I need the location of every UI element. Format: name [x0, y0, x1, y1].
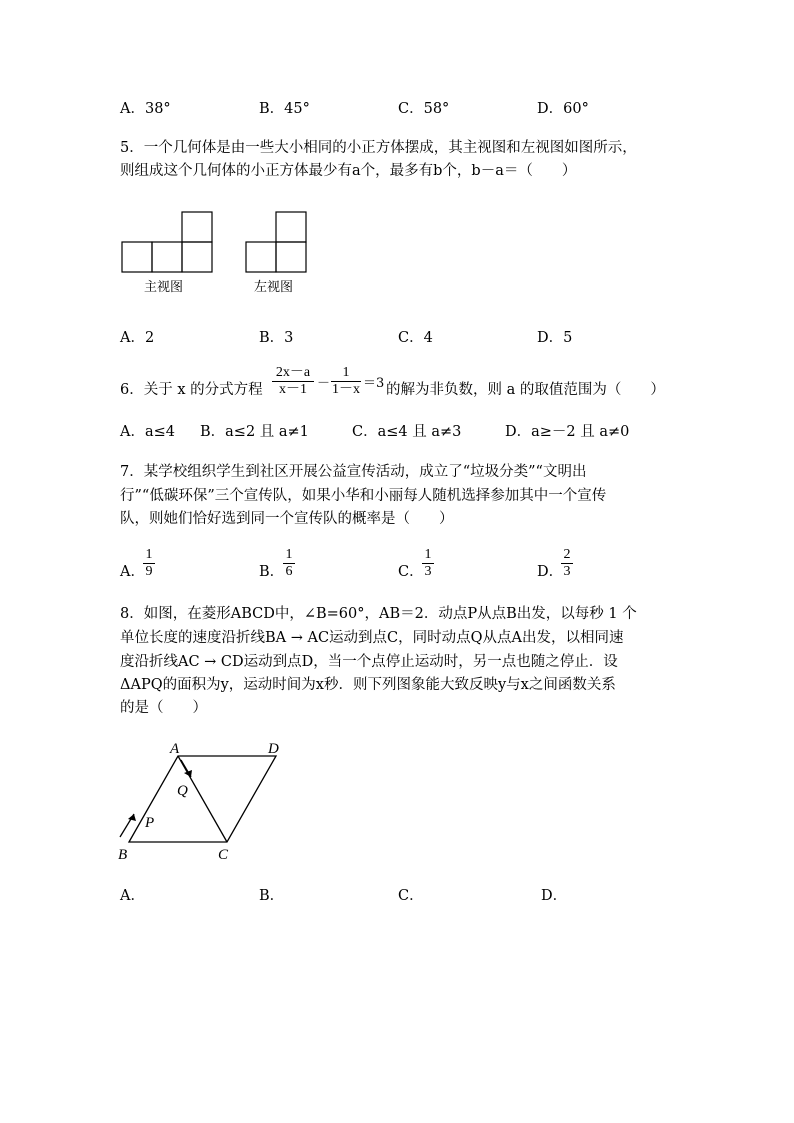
q8-stem-line5: 的是（ ） [120, 700, 207, 716]
q8-option-a: A． [120, 888, 145, 904]
q5-option-a: A．2 [120, 330, 155, 346]
rhombus-figure [110, 735, 300, 865]
q5-stem-line2: 则组成这个几何体的小正方体最少有a个，最多有b个，b－a＝（ ） [120, 163, 577, 179]
q7-d-num: 2 [563, 547, 571, 562]
q6-frac2-denominator: 1－x [332, 382, 360, 397]
left-view-label: 左视图 [254, 280, 294, 295]
q6-option-a: A．a≤4 [120, 424, 175, 440]
q5-option-c: C．4 [398, 330, 433, 346]
q7-option-a-label: A． [120, 564, 145, 580]
q7-c-num: 1 [424, 547, 432, 562]
q7-a-den: 9 [145, 564, 153, 579]
q4-option-d: D．60° [537, 101, 589, 117]
q7-option-b-fraction [283, 548, 295, 579]
q8-stem-line4: ΔAPQ的面积为y，运动时间为x秒．则下列图象能大致反映y与x之间函数关系 [120, 677, 616, 693]
q6-option-c: C．a≤4 且 a≠3 [352, 424, 462, 440]
q6-option-b: B．a≤2 且 a≠1 [200, 424, 309, 440]
front-view [122, 212, 212, 272]
q7-option-b-label: B． [259, 564, 285, 580]
q4-option-b: B．45° [259, 101, 310, 117]
q7-stem-line2: 行”“低碳环保”三个宣传队，如果小华和小丽每人随机选择参加其中一个宣传 [120, 488, 607, 504]
q7-stem-line3: 队，则她们恰好选到同一个宣传队的概率是（ ） [120, 511, 454, 527]
label-d: D [268, 741, 279, 757]
q6-frac2-numerator: 1 [342, 365, 350, 380]
q7-stem-line1: 7．某学校组织学生到社区开展公益宣传活动，成立了“垃圾分类”“文明出 [120, 464, 587, 480]
q6-minus: － [317, 376, 331, 391]
label-q: Q [177, 783, 188, 799]
diagonal-ac [178, 756, 227, 842]
q4-option-c: C．58° [398, 101, 450, 117]
front-view-label: 主视图 [144, 280, 184, 295]
arrow-p-head [128, 814, 136, 821]
q6-option-d: D．a≥－2 且 a≠0 [505, 424, 630, 440]
q8-option-c: C． [398, 888, 424, 904]
q7-option-d-fraction [561, 548, 573, 579]
q6-frac1-numerator: 2x－a [275, 365, 311, 380]
q8-option-b: B． [259, 888, 285, 904]
q7-option-d-label: D． [537, 564, 564, 580]
q6-fraction-2 [331, 366, 361, 397]
label-p: P [145, 815, 155, 831]
q8-stem-line3: 度沿折线AC → CD运动到点D，当一个点停止运动时，另一点也随之停止．设 [120, 654, 618, 670]
q8-stem-line1: 8．如图，在菱形ABCD中，∠B=60°，AB＝2．动点P从点B出发，以每秒 1 个 [120, 606, 637, 622]
q7-option-c-fraction [422, 548, 434, 579]
q5-option-d: D．5 [537, 330, 573, 346]
q4-option-a: A．38° [120, 101, 171, 117]
q8-stem-line2: 单位长度的速度沿折线BA → AC运动到点C，同时动点Q从点A出发，以相同速 [120, 630, 624, 646]
q6-prefix: 6．关于 x 的分式方程 [120, 382, 263, 398]
q5-stem-line1: 5．一个几何体是由一些大小相同的小正方体摆成，其主视图和左视图如图所示， [120, 140, 637, 156]
label-b: B [118, 847, 128, 863]
q6-suffix: 的解为非负数，则 a 的取值范围为（ ） [386, 382, 665, 398]
label-c: C [218, 847, 229, 863]
q7-option-a-fraction [143, 548, 155, 579]
q8-option-d: D． [541, 888, 568, 904]
q7-d-den: 3 [563, 564, 571, 579]
q5-option-b: B．3 [259, 330, 294, 346]
q7-a-num: 1 [145, 547, 153, 562]
q6-frac1-denominator: x－1 [279, 382, 307, 397]
label-a: A [170, 741, 180, 757]
q7-c-den: 3 [424, 564, 432, 579]
q7-b-den: 6 [285, 564, 293, 579]
q7-b-num: 1 [285, 547, 293, 562]
q7-option-c-label: C． [398, 564, 424, 580]
left-view [246, 212, 306, 272]
q6-equals: ＝3 [363, 376, 385, 391]
q6-fraction-1 [272, 366, 314, 397]
